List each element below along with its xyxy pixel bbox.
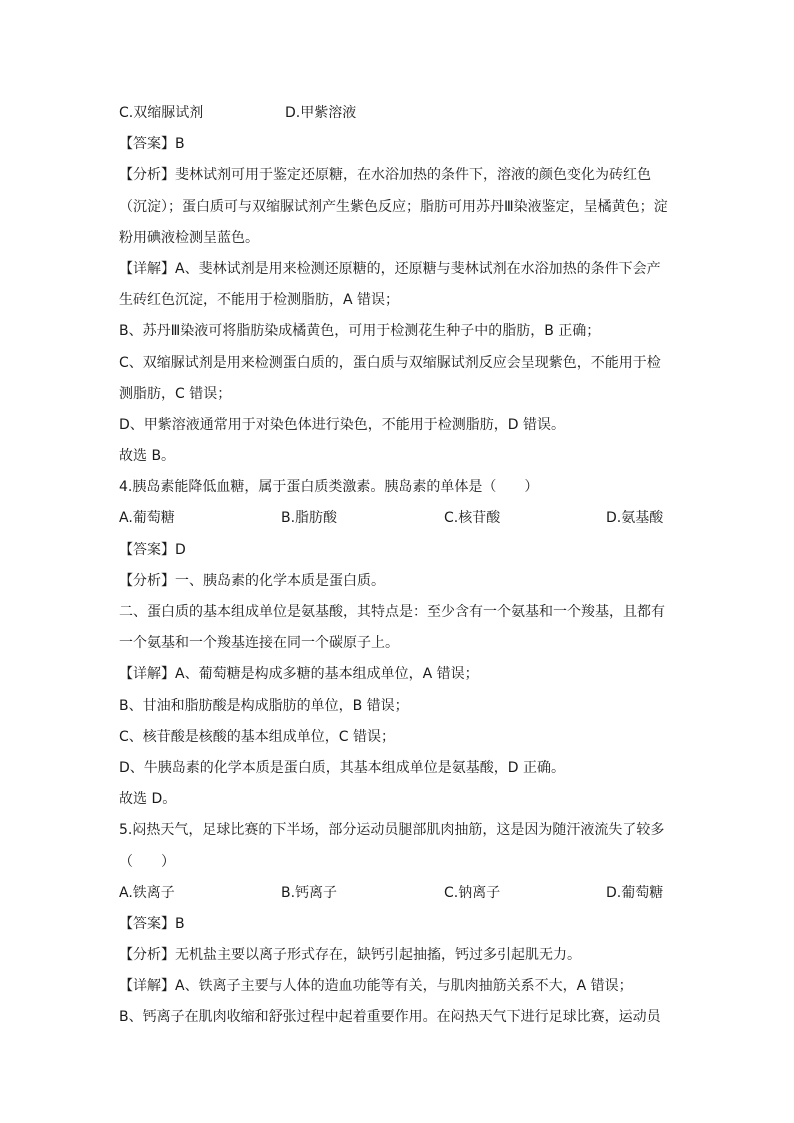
answer-tag: 【答案】: [119, 136, 175, 153]
analysis-tag: 【分析】: [119, 167, 175, 184]
q5-answer-line: [119, 909, 679, 940]
q5-detail-text: A、铁离子主要与人体的造血功能等有关，与肌肉抽筋关系不大，A 错误；: [175, 978, 633, 995]
q4-analysis-line: [119, 566, 679, 597]
q3-options-row: [119, 98, 679, 129]
answer-tag: 【答案】: [119, 915, 175, 932]
q4-detail-line: D、牛胰岛素的化学本质是蛋白质，其基本组成单位是氨基酸，D 正确。: [119, 759, 566, 776]
q4-answer-line: [119, 535, 679, 566]
q4-answer: D: [175, 541, 186, 558]
q3-detail-line: 生砖红色沉淀，不能用于检测脂肪，A 错误；: [119, 292, 400, 309]
q4-option-b: B.脂肪酸: [281, 510, 338, 527]
q4-detail-line: B、甘油和脂肪酸是构成脂肪的单位，B 错误；: [119, 697, 409, 714]
q4-analysis-line: 二、蛋白质的基本组成单位是氨基酸，其特点是：至少含有一个氨基和一个羧基，且都有: [119, 604, 665, 620]
q3-analysis-text: 斐林试剂可用于鉴定还原糖，在水浴加热的条件下，溶液的颜色变化为砖红色: [175, 167, 651, 184]
q5-stem: 5.闷热天气，足球比赛的下半场，部分运动员腿部肌肉抽筋，这是因为随汗液流失了较多: [119, 822, 665, 839]
detail-tag: 【详解】: [119, 260, 175, 277]
q3-conclusion: 故选 B。: [119, 448, 176, 465]
q3-detail-line: C、双缩脲试剂是用来检测蛋白质的，蛋白质与双缩脲试剂反应会呈现紫色，不能用于检: [119, 354, 661, 371]
q4-options-row: [119, 503, 679, 534]
q3-analysis-line: 粉用碘液检测呈蓝色。: [119, 229, 259, 246]
q4-option-d: D.氨基酸: [606, 510, 664, 527]
q3-detail-line: D、甲紫溶液通常用于对染色体进行染色，不能用于检测脂肪，D 错误。: [119, 416, 566, 433]
q4-analysis-text: 一、胰岛素的化学本质是蛋白质。: [175, 572, 385, 589]
answer-tag: 【答案】: [119, 541, 175, 558]
q5-option-c: C.钠离子: [444, 884, 501, 901]
q3-detail-line: 测脂肪，C 错误；: [119, 385, 232, 402]
q5-answer: B: [175, 915, 185, 932]
q3-detail-line: B、苏丹Ⅲ染液可将脂肪染成橘黄色，可用于检测花生种子中的脂肪，B 正确；: [119, 323, 601, 340]
q4-detail-text: A、葡萄糖是构成多糖的基本组成单位，A 错误；: [175, 666, 479, 683]
q3-answer-line: [119, 129, 679, 160]
q4-detail-line: [119, 659, 679, 690]
q5-stem-blank: （ ）: [119, 853, 175, 870]
q4-option-c: C.核苷酸: [444, 510, 501, 527]
analysis-tag: 【分析】: [119, 947, 175, 964]
q5-analysis-line: [119, 940, 679, 971]
detail-tag: 【详解】: [119, 978, 175, 995]
q3-detail-line: [119, 254, 679, 285]
q5-options-row: [119, 878, 679, 909]
q5-option-a: A.铁离子: [119, 884, 175, 901]
detail-tag: 【详解】: [119, 666, 175, 683]
q4-detail-line: C、核苷酸是核酸的基本组成单位，C 错误；: [119, 728, 395, 745]
q5-analysis-text: 无机盐主要以离子形式存在，缺钙引起抽搐，钙过多引起肌无力。: [175, 947, 581, 964]
q3-analysis-line: [119, 160, 679, 191]
q3-option-c: C.双缩脲试剂: [119, 105, 204, 121]
q5-detail-line: B、钙离子在肌肉收缩和舒张过程中起着重要作用。在闷热天气下进行足球比赛，运动员: [119, 1009, 661, 1026]
q5-detail-line: [119, 971, 679, 1002]
q3-detail-text: A、斐林试剂是用来检测还原糖的，还原糖与斐林试剂在水浴加热的条件下会产: [175, 260, 661, 277]
q3-analysis-line: （沉淀）；蛋白质可与双缩脲试剂产生紫色反应；脂肪可用苏丹Ⅲ染液鉴定，呈橘黄色；淀: [119, 198, 668, 215]
q4-conclusion: 故选 D。: [119, 791, 177, 808]
q4-option-a: A.葡萄糖: [119, 510, 175, 527]
q3-option-d: D.甲紫溶液: [285, 105, 357, 121]
q5-option-d: D.葡萄糖: [606, 884, 664, 901]
q5-option-b: B.钙离子: [281, 884, 338, 901]
q4-stem: 4.胰岛素能降低血糖，属于蛋白质类激素。胰岛素的单体是（ ）: [119, 479, 539, 496]
analysis-tag: 【分析】: [119, 572, 175, 589]
document-page: [119, 98, 679, 1034]
q3-answer: B: [175, 136, 185, 153]
q4-analysis-line: 一个氨基和一个羧基连接在同一个碳原子上。: [119, 635, 399, 652]
